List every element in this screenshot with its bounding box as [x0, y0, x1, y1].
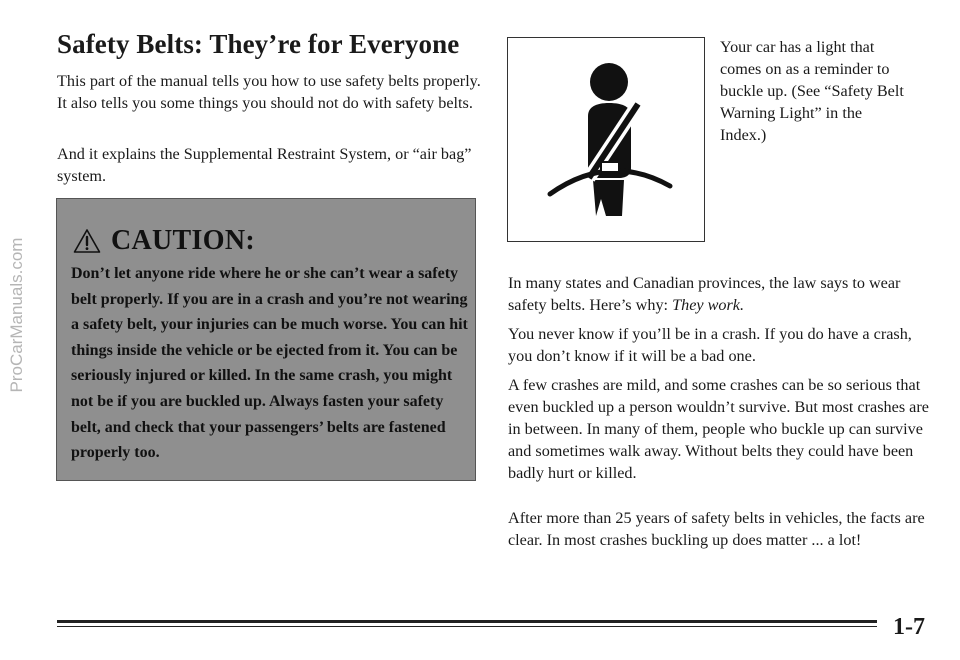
law-paragraph [508, 272, 933, 316]
they-work-emphasis: They work. [672, 296, 745, 314]
side-watermark: ProCarManuals.com [7, 237, 26, 393]
page-number: 1-7 [893, 614, 925, 640]
footer-rule-thick [57, 620, 877, 623]
page-title: Safety Belts: They’re for Everyone [57, 29, 460, 59]
caution-header [73, 225, 255, 257]
caution-title: CAUTION: [111, 225, 255, 256]
seatbelt-reminder-icon [530, 56, 680, 226]
seatbelt-icon-frame [507, 37, 705, 242]
conclusion-paragraph: After more than 25 years of safety belts in vehicles, the facts are clear. In most crashes buckling up does matter ... a lot! [508, 509, 925, 549]
caution-box [56, 198, 476, 481]
crash-unknown-paragraph: You never know if you’ll be in a crash. If you do have a crash, you don’t know if it will be a bad one. [508, 325, 912, 365]
footer-rule-thin [57, 626, 877, 627]
warning-triangle-icon [73, 228, 101, 254]
law-paragraph-text: In many states and Canadian provinces, the law says to wear safety belts. Here’s why: [508, 274, 901, 314]
crash-severity-paragraph: A few crashes are mild, and some crashes can be so serious that even buckled up a person wouldn’t survive. But most crashes are in between. In many of them, people who buckle up can survive and sometimes walk away. Without belts they could have been badly hurt or killed. [508, 376, 929, 482]
caution-text: Don’t let anyone ride where he or she can’t wear a safety belt properly. If you are in a crash and you’re not wearing a safety belt, your injuries can be much worse. You can hit things inside the vehicle or be ejected from it. You can be seriously injured or killed. In the same crash, you might not be if you are buckled up. Always fasten your safety belt, and check that your passengers’ belts are fastened properly too. [71, 265, 468, 462]
airbag-paragraph: And it explains the Supplemental Restraint System, or “air bag” system. [57, 145, 472, 185]
indicator-caption: Your car has a light that comes on as a reminder to buckle up. (See “Safety Belt Warning Light” in the Index.) [720, 38, 904, 144]
intro-paragraph: This part of the manual tells you how to use safety belts properly. It also tells you some things you should not do with safety belts. [57, 72, 481, 112]
